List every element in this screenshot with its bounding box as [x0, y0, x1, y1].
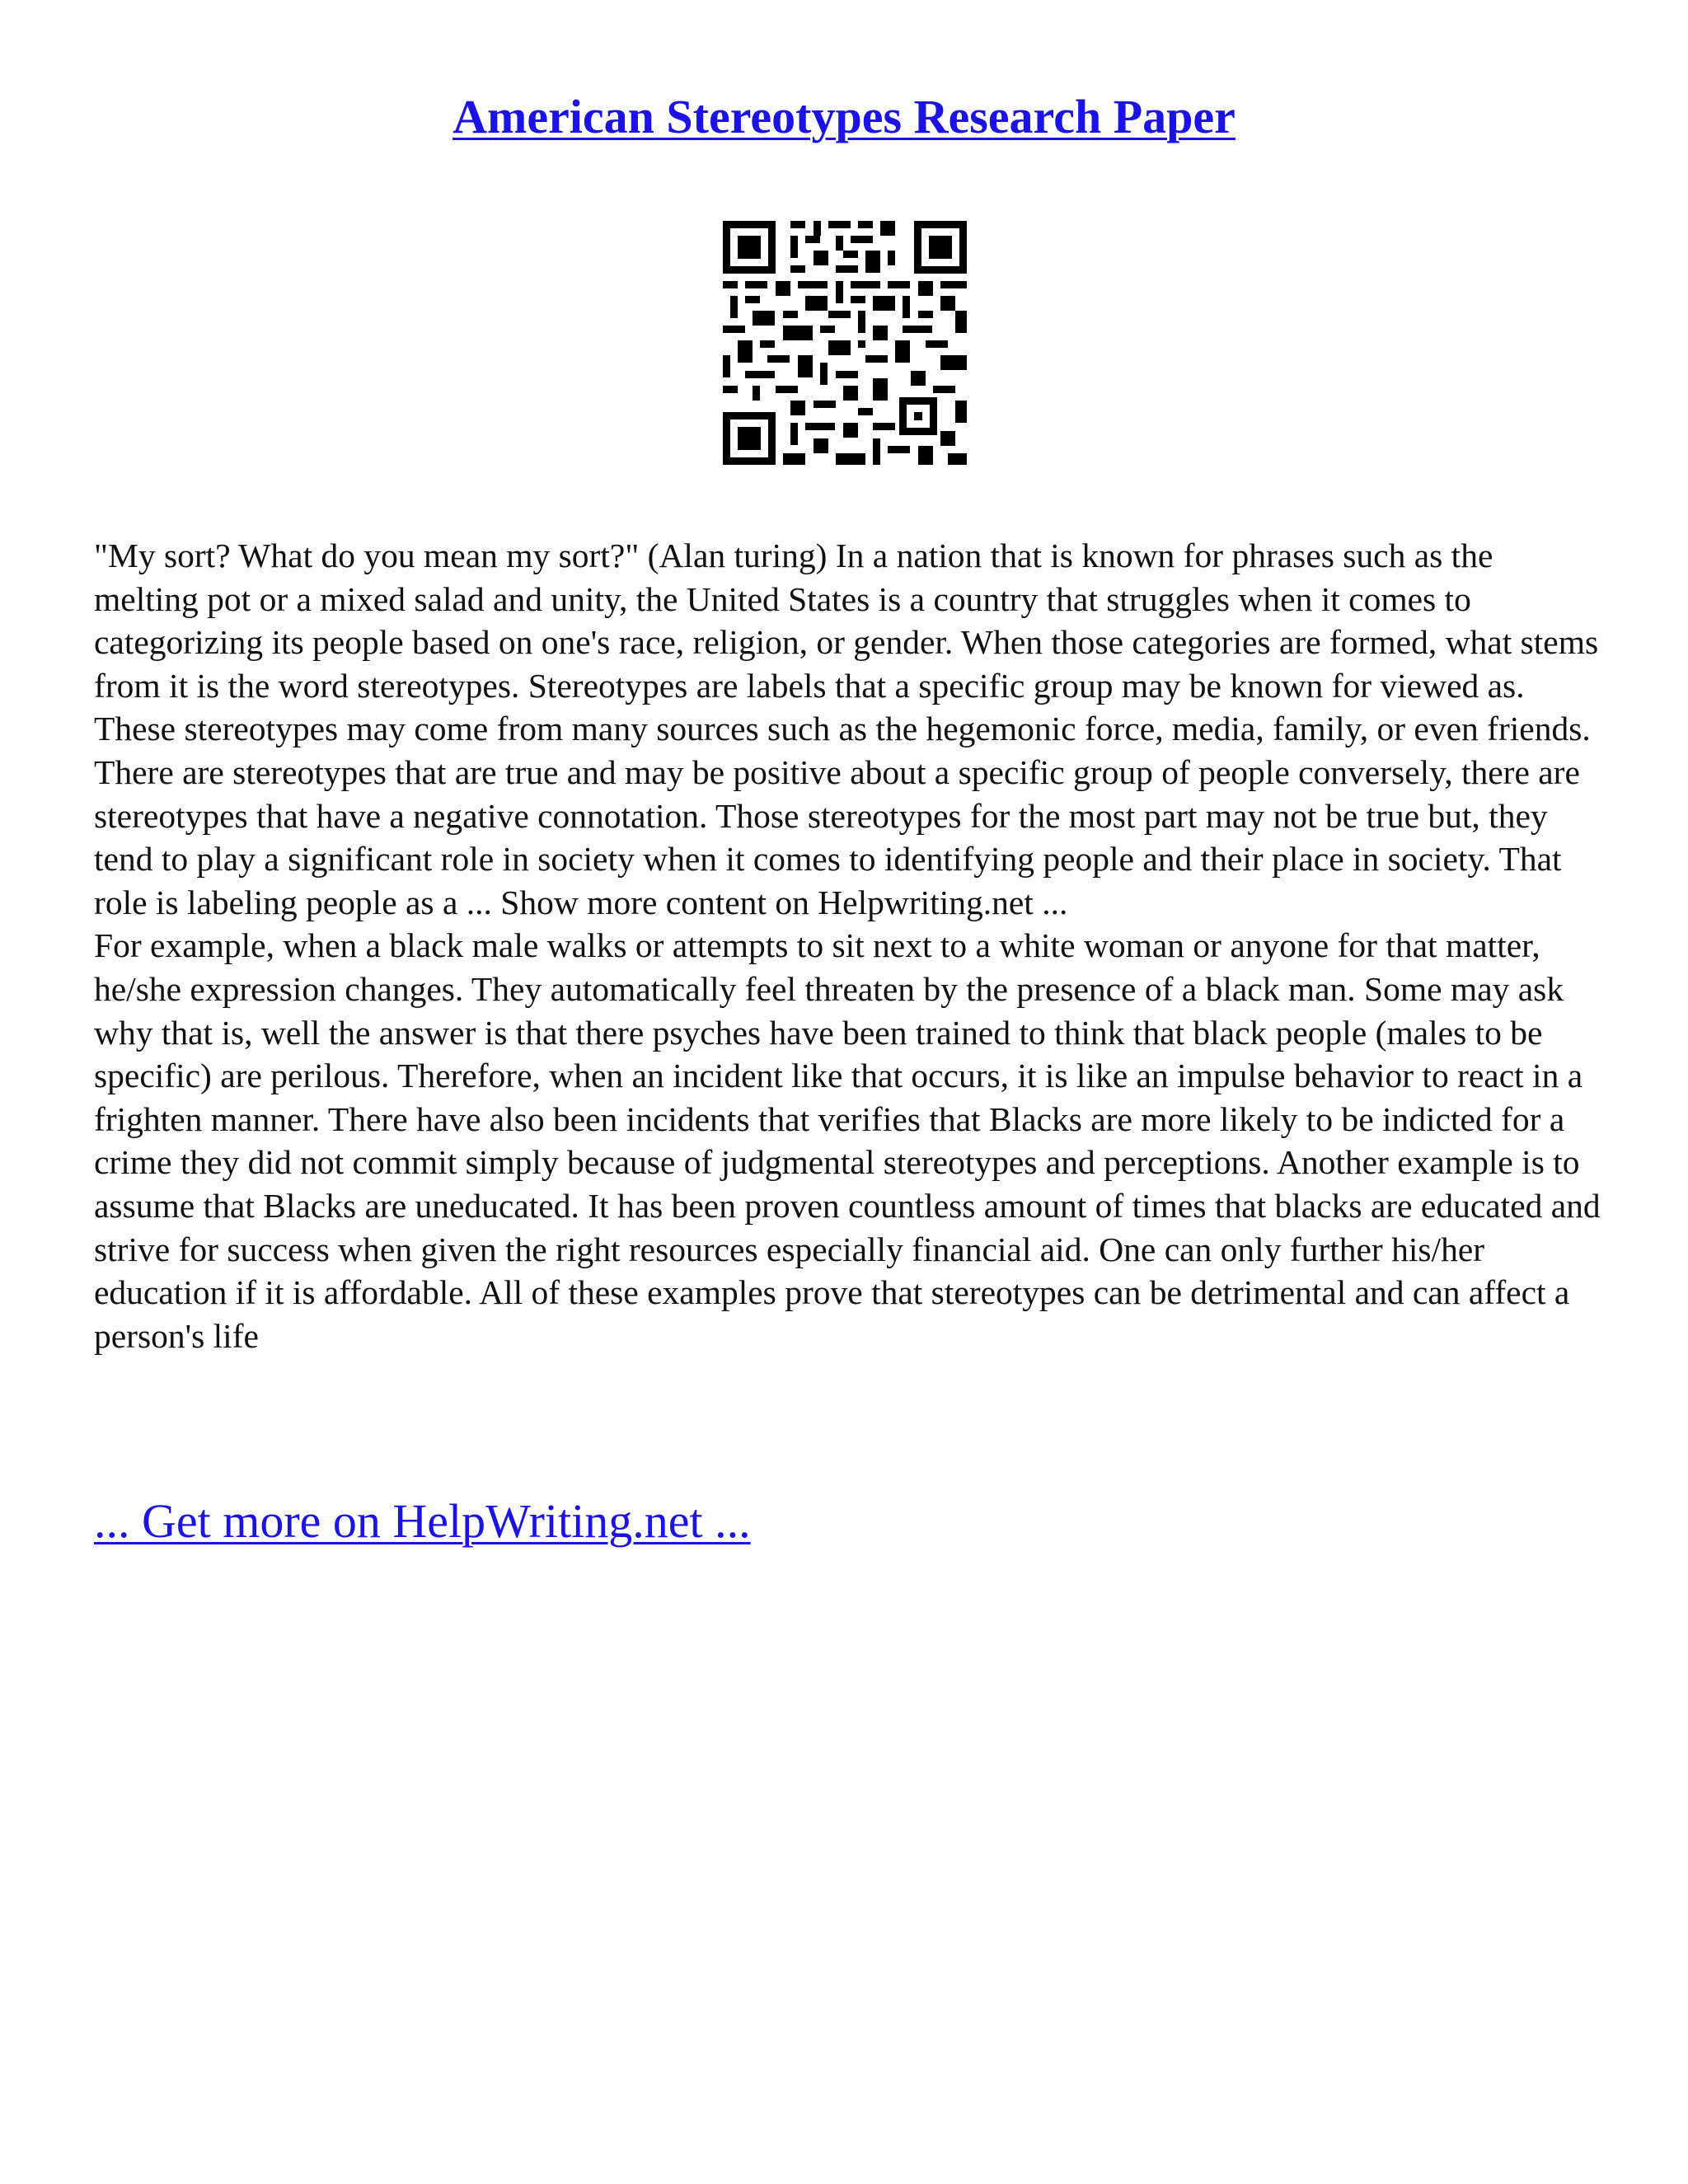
document-title-link[interactable]: American Stereotypes Research Paper — [452, 90, 1236, 143]
document-body — [94, 534, 1602, 1357]
paragraph-2: For example, when a black male walks or attempts to sit next to a white woman or anyone for that matter, he/she expression changes. They automatically feel threaten by the presence of a black man. Some may ask why that is, well the answer is that there psyches have been trained to think that black people (males to be specific) are perilous. Therefore, when an incident like that occurs, it is like an impulse behavior to react in a frighten manner. There have also been incidents that verifies that Blacks are more likely to be indicted for a crime they did not commit simply because of judgmental stereotypes and perceptions. Another example is to assume that Blacks are uneducated. It has been proven countless amount of times that blacks are educated and strive for success when given the right resources especially financial aid. One can only further his/her education if it is affordable. All of these examples prove that stereotypes can be detrimental and can affect a person's life — [94, 926, 1601, 1355]
paragraph-1: "My sort? What do you mean my sort?" (Alan turing) In a nation that is known for phrases such as the melting pot or a mixed salad and unity, the United States is a country that struggles when it comes to categorizing its people based on one's race, religion, or gender. When those categories are formed, what stems from it is the word stereotypes. Stereotypes are labels that a specific group may be known for viewed as. These stereotypes may come from many sources such as the hegemonic force, media, family, or even friends. There are stereotypes that are true and may be positive about a specific group of people conversely, there are stereotypes that have a negative connotation. Those stereotypes for the most part may not be true but, they tend to play a significant role in society when it comes to identifying people and their place in society. That role is labeling people as a ... Show more content on Helpwriting.net ... — [94, 537, 1599, 921]
get-more-link[interactable]: ... Get more on HelpWriting.net ... — [94, 1494, 751, 1548]
more-link-container — [94, 1493, 751, 1549]
qr-code-icon — [723, 221, 967, 465]
title-container — [0, 89, 1688, 144]
